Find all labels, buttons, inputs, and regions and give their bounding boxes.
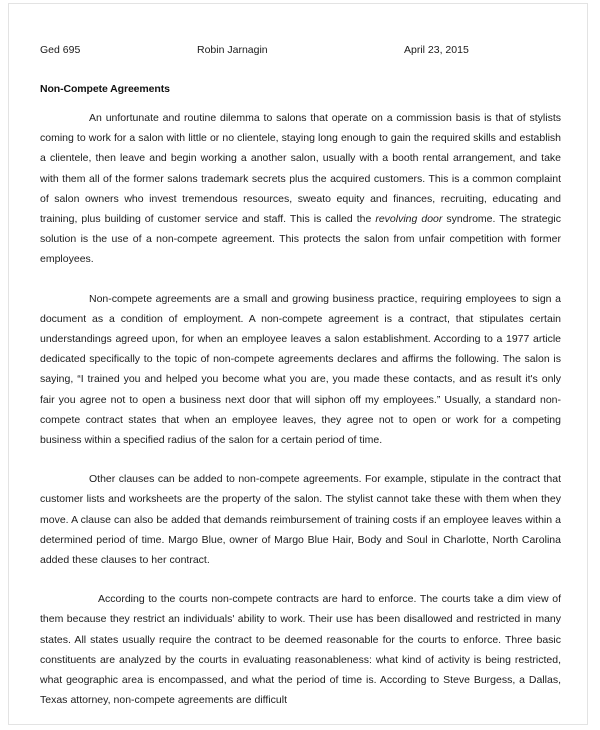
body-paragraph: An unfortunate and routine dilemma to salons that operate on a commission basis is that of stylists coming to work for a salon with little or no clientele, staying long enough to gain the required skills and establish a clientele, then leave and begin working a another salon, usually with a booth rental arrangement, and take with them all of the former salons trademark secrets plus the acquired customers. This is a common complaint of salon owners who invest tremendous resources, sweato equity and finances, recruiting, educating and training, plus building of customer service and staff. This is called the revolving door syndrome. The strategic solution is the use of a non-compete agreement. This protects the salon from unfair competition with former employees. <box>40 112 561 266</box>
document-header-line <box>40 42 560 58</box>
body-paragraph: Other clauses can be added to non-compete agreements. For example, stipulate in the contract that customer lists and worksheets are the property of the salon. The stylist cannot take these with them when they move. A clause can also be added that demands reimbursement of training costs if an employee leaves within a determined period of time. Margo Blue, owner of Margo Blue Hair, Body and Soul in Charlotte, North Carolina added these clauses to her contract. <box>40 473 561 567</box>
document-sheet <box>9 4 587 724</box>
document-page <box>8 3 588 725</box>
header-date: April 23, 2015 <box>404 44 469 56</box>
emphasized-phrase: revolving door <box>375 213 443 226</box>
body-paragraph: According to the courts non-compete contracts are hard to enforce. The courts take a dim view of them because they restrict an individuals' ability to work. Their use has been disallowed and restricted in many states. All states usually require the contract to be deemed reasonable for the courts to enforce. Three basic constituents are analyzed by the courts in evaluating reasonableness: what kind of activity is being restricted, what geographic area is encompassed, and what the period of time is. According to Steve Burgess, a Dallas, Texas attorney, non-compete agreements are difficult <box>40 593 561 707</box>
header-course-code: Ged 695 <box>40 44 81 56</box>
document-title: Non-Compete Agreements <box>40 83 170 95</box>
body-paragraph: Non-compete agreements are a small and growing business practice, requiring employees to sign a document as a condition of employment. A non-compete agreement is a contract, that stipulates certain understandings agreed upon, for when an employee leaves a salon establishment. According to a 1977 article dedicated specifically to the topic of non-compete agreements declares and affirms the following. The salon is saying, “I trained you and helped you become what you are, you made these contacts, and as result it's only fair you agree not to open a business next door that will siphon off my employees.” Usually, a standard non-compete contract states that when an employee leaves, they agree not to open or work for a competing business within a specified radius of the salon for a certain period of time. <box>40 292 561 447</box>
header-author-name: Robin Jarnagin <box>197 44 268 56</box>
document-body <box>40 108 561 710</box>
